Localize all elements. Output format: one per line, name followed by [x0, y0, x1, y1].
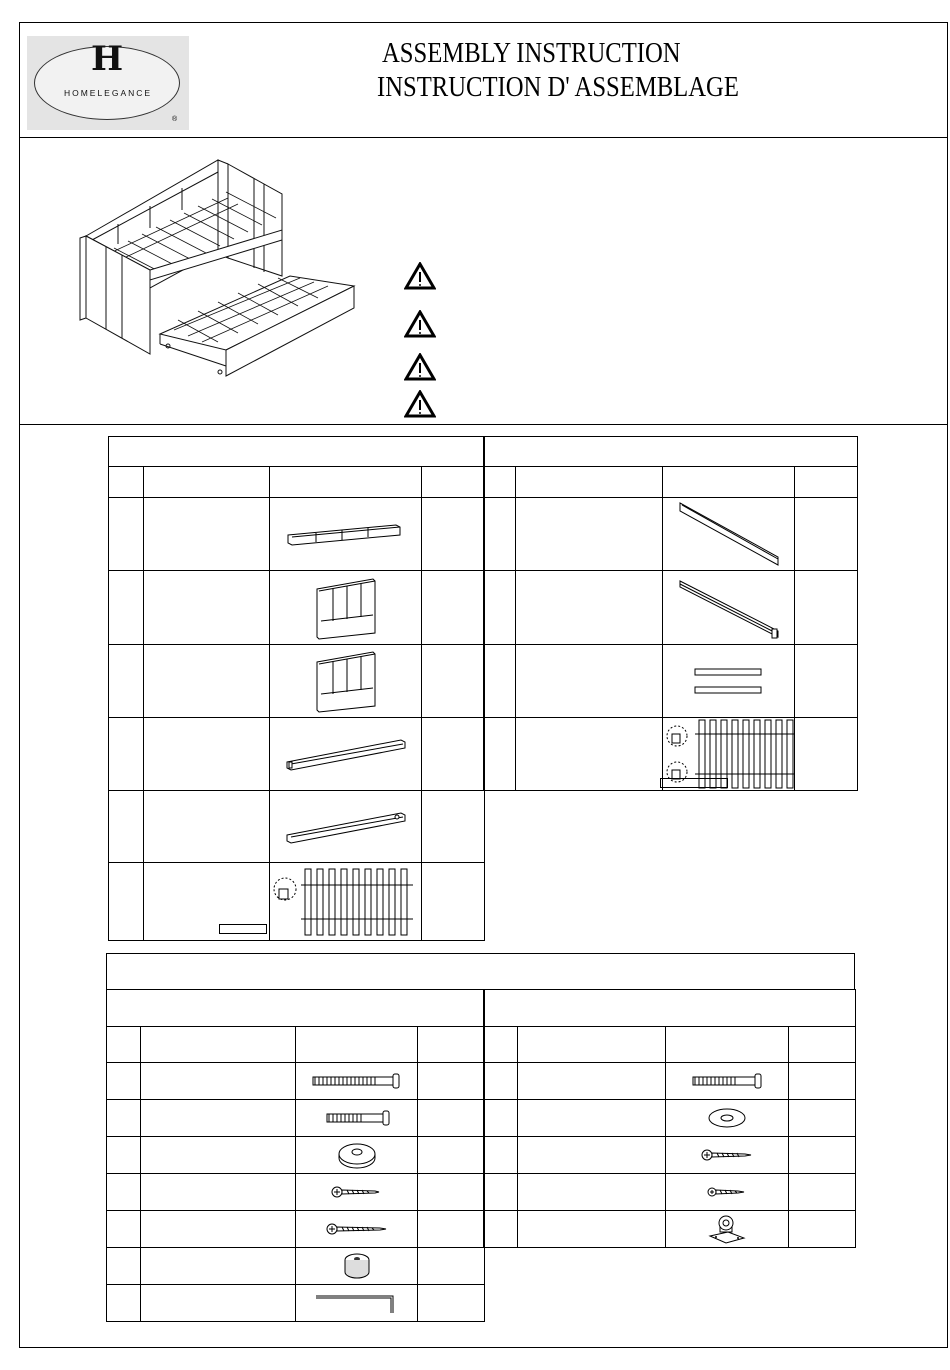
- column-header: [518, 1027, 666, 1063]
- table-row: [484, 571, 858, 645]
- warning-triangle-icon: [404, 390, 436, 418]
- title-english: ASSEMBLY INSTRUCTION: [382, 37, 681, 69]
- table-row: [109, 791, 485, 863]
- table-row: [484, 1063, 856, 1100]
- long-bolt-icon: [307, 1071, 407, 1091]
- table-row: [484, 1100, 856, 1137]
- hardware-table-right: [483, 989, 856, 1248]
- table-row: [484, 645, 858, 718]
- warning-triangle-icon: [404, 353, 436, 381]
- column-header: [484, 1027, 518, 1063]
- table-row: [109, 645, 485, 718]
- side-panel-icon: [311, 648, 381, 714]
- table-row: [107, 1174, 485, 1211]
- column-header: [516, 467, 663, 498]
- table-row: [107, 1248, 485, 1285]
- column-header: [484, 467, 516, 498]
- column-header: [795, 467, 858, 498]
- column-header: [789, 1027, 856, 1063]
- small-screw-icon: [327, 1182, 387, 1202]
- column-header: [107, 1027, 141, 1063]
- trundle-slat-bars-icon: [689, 661, 769, 701]
- column-header: [296, 1027, 418, 1063]
- column-header: [141, 1027, 296, 1063]
- table-row: [107, 1100, 485, 1137]
- table-row: [484, 1174, 856, 1211]
- hardware-header-left: [107, 990, 485, 1027]
- washer-icon: [332, 1140, 382, 1170]
- hardware-title-cell: [107, 954, 855, 990]
- side-rail-icon: [283, 807, 409, 847]
- header-divider: [19, 137, 948, 138]
- caster-wheel-icon: [702, 1212, 752, 1246]
- title-french: INSTRUCTION D' ASSEMBLAGE: [377, 71, 739, 103]
- table-row: [107, 1063, 485, 1100]
- parts-table-right: [483, 436, 858, 791]
- warning-triangle-icon: [404, 310, 436, 338]
- column-header: [270, 467, 422, 498]
- overview-divider: [19, 424, 948, 425]
- parts-table-left: [108, 436, 485, 941]
- trundle-front-panel-icon: [674, 499, 784, 569]
- bolt-icon: [687, 1071, 767, 1091]
- flat-washer-icon: [702, 1105, 752, 1131]
- wood-screw-icon: [697, 1145, 757, 1165]
- table-row: [107, 1285, 485, 1322]
- allen-wrench-icon: [312, 1289, 402, 1317]
- hardware-header: [106, 953, 855, 990]
- column-header: [144, 467, 270, 498]
- table-row: [107, 1211, 485, 1248]
- glide-foot-icon: [337, 1250, 377, 1282]
- short-bolt-icon: [317, 1108, 397, 1128]
- column-header: [418, 1027, 485, 1063]
- table-row: [484, 1211, 856, 1248]
- daybed-illustration: [78, 158, 360, 380]
- side-panel-icon: [311, 575, 381, 641]
- column-header: [663, 467, 795, 498]
- warning-triangle-icon: [404, 262, 436, 290]
- column-header: [422, 467, 485, 498]
- trundle-rail-icon: [674, 575, 784, 641]
- parts-header-left: [109, 437, 485, 467]
- tiny-screw-icon: [702, 1182, 752, 1202]
- table-row: [109, 863, 485, 941]
- table-row: [484, 718, 858, 791]
- homelegance-logo: [27, 36, 189, 130]
- hardware-header-right: [484, 990, 856, 1027]
- parts-header-right: [484, 437, 858, 467]
- logo-text: HOMELEGANCE: [63, 88, 153, 98]
- column-header: [666, 1027, 789, 1063]
- table-row: [484, 498, 858, 571]
- logo-monogram: H: [90, 39, 124, 79]
- column-header: [109, 467, 144, 498]
- slat-roll-icon: [271, 865, 421, 939]
- table-row: [109, 571, 485, 645]
- registered-mark: ®: [172, 116, 178, 123]
- side-rail-icon: [283, 734, 409, 774]
- table-row: [484, 1137, 856, 1174]
- hardware-table-left: [106, 989, 485, 1322]
- back-rail-panel-icon: [286, 519, 406, 549]
- long-screw-icon: [322, 1219, 392, 1239]
- table-row: [109, 498, 485, 571]
- table-row: [107, 1137, 485, 1174]
- label-box: [219, 924, 267, 934]
- table-row: [109, 718, 485, 791]
- label-box: [660, 778, 728, 788]
